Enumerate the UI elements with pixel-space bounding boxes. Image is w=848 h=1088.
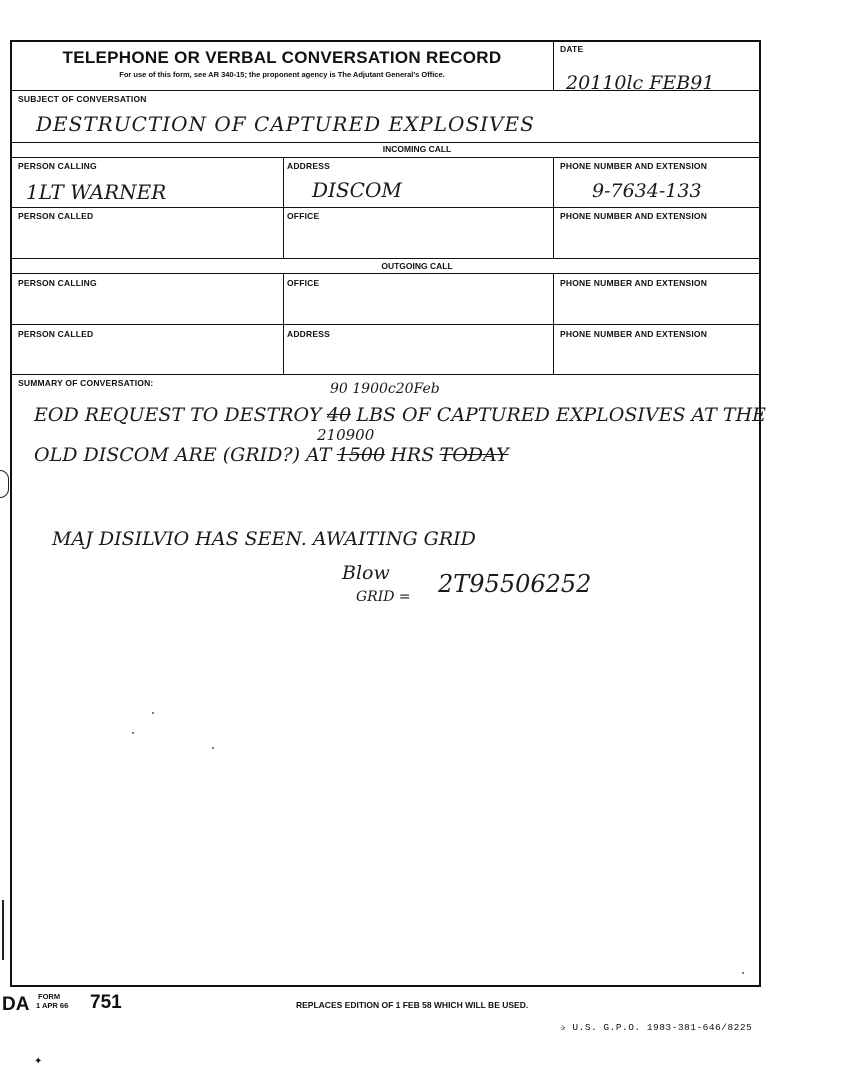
summary-line-1-struck: 40 (326, 404, 352, 426)
footer-gpo: ✰ U.S. G.P.O. 1983-381-646/8225 (560, 1022, 753, 1033)
scan-speck (152, 712, 154, 714)
incoming-header: INCOMING CALL (382, 144, 452, 154)
incoming-office-label: OFFICE (287, 211, 320, 221)
footer-replaces: REPLACES EDITION OF 1 FEB 58 WHICH WILL BE USED. (296, 1000, 529, 1010)
form-subtitle: For use of this form, see AR 340-15; the proponent agency is The Adjutant General's Office. (119, 70, 445, 79)
summary-blow: Blow (342, 562, 390, 584)
footer-mark-icon: ✦ (34, 1056, 43, 1067)
footer-form-number: 751 (90, 992, 122, 1013)
incoming-divider-2 (553, 157, 554, 259)
summary-grid-value: 2T95506252 (438, 570, 592, 598)
scan-speck (132, 732, 134, 734)
outgoing-person-calling-label: PERSON CALLING (18, 278, 97, 288)
incoming-person-called-label: PERSON CALLED (18, 211, 94, 221)
outgoing-address-label: ADDRESS (287, 329, 330, 339)
incoming-person-calling-value: 1LT WARNER (26, 180, 167, 204)
summary-line-2 (34, 444, 509, 467)
date-divider (553, 42, 554, 90)
incoming-phone-value: 9-7634-133 (592, 180, 702, 202)
margin-mark (2, 900, 4, 960)
outgoing-top-line (12, 258, 759, 259)
incoming-divider-1 (283, 157, 284, 259)
outgoing-row-line (12, 324, 759, 325)
summary-line-1 (34, 404, 766, 427)
date-label: DATE (560, 44, 584, 54)
incoming-address-label: ADDRESS (287, 161, 330, 171)
summary-line-2b: HRS (390, 444, 435, 466)
summary-label: SUMMARY OF CONVERSATION: (18, 378, 154, 388)
binder-hole-mark (0, 470, 9, 498)
outgoing-header-line (12, 273, 759, 274)
footer-form-date: 1 APR 66 (36, 1001, 69, 1010)
summary-top-line (12, 374, 759, 375)
incoming-phone2-label: PHONE NUMBER AND EXTENSION (560, 211, 708, 221)
scan-speck (742, 972, 744, 974)
outgoing-phone2-label: PHONE NUMBER AND EXTENSION (560, 329, 708, 339)
outgoing-office-label: OFFICE (287, 278, 320, 288)
summary-line-2a: OLD DISCOM ARE (GRID?) AT (34, 444, 332, 466)
summary-line-1b: LBS OF CAPTURED EXPLOSIVES AT THE (356, 404, 767, 426)
outgoing-phone-label: PHONE NUMBER AND EXTENSION (560, 278, 708, 288)
summary-line-3: MAJ DISILVIO HAS SEEN. AWAITING GRID (52, 528, 476, 550)
subject-label: SUBJECT OF CONVERSATION (18, 94, 147, 104)
incoming-address-value: DISCOM (312, 178, 402, 202)
subject-value: DESTRUCTION OF CAPTURED EXPLOSIVES (36, 112, 535, 136)
summary-line-2-struck: 1500 (336, 444, 386, 466)
footer-form-word: FORM (38, 992, 61, 1001)
conversation-record-form (10, 40, 767, 987)
outgoing-header: OUTGOING CALL (381, 261, 453, 271)
summary-insert-mid: 210900 (317, 426, 375, 444)
incoming-header-line (12, 157, 759, 158)
incoming-person-calling-label: PERSON CALLING (18, 161, 97, 171)
scan-speck (212, 747, 214, 749)
summary-grid-label: GRID = (356, 589, 411, 605)
summary-line-2-struck2: TODAY (439, 444, 509, 466)
incoming-top-line (12, 142, 759, 143)
summary-insert-top: 90 1900c20Feb (330, 381, 440, 397)
form-title: TELEPHONE OR VERBAL CONVERSATION RECORD (62, 48, 502, 67)
footer-da: DA (2, 994, 30, 1015)
date-value: 20110lc FEB91 (566, 72, 715, 94)
summary-line-1a: EOD REQUEST TO DESTROY (34, 404, 322, 426)
incoming-row-line (12, 207, 759, 208)
subject-top-line (12, 90, 759, 91)
incoming-phone-label: PHONE NUMBER AND EXTENSION (560, 161, 708, 171)
outgoing-person-called-label: PERSON CALLED (18, 329, 94, 339)
